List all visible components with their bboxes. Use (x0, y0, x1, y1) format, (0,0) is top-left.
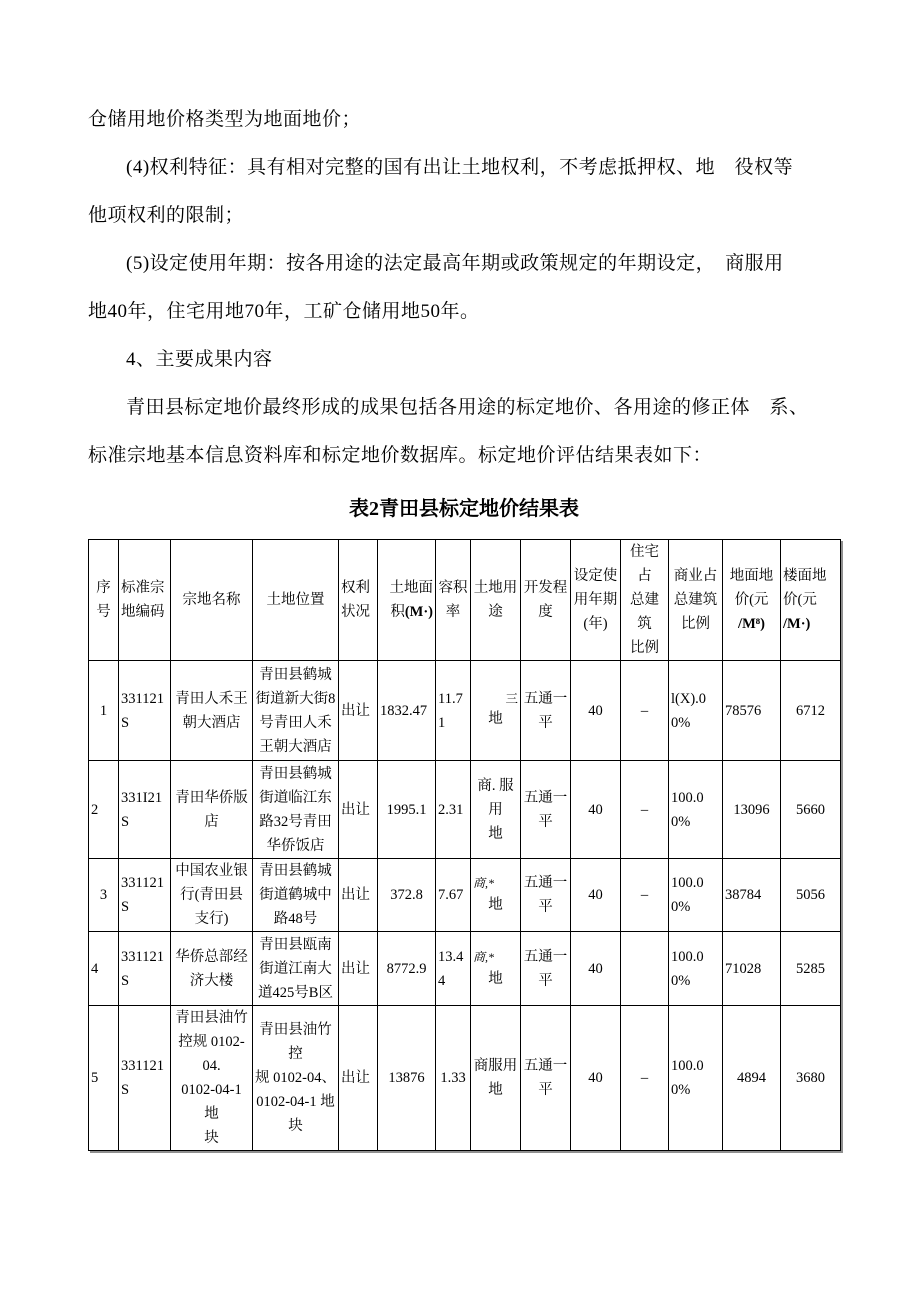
header-cell (436, 540, 471, 661)
table-cell: 40 (571, 761, 621, 859)
table-cell (471, 661, 521, 761)
cell-line: 率 (445, 604, 461, 620)
header-cell (723, 540, 781, 661)
cell-line: 序 (96, 580, 111, 596)
table-cell: 331I21S (119, 761, 171, 859)
cell-line: 青田县油竹控 (259, 1022, 332, 1062)
table-cell (471, 932, 521, 1006)
table-cell: 1.33 (436, 1006, 471, 1151)
table-cell: 100.00% (669, 859, 723, 932)
table-cell (621, 932, 669, 1006)
cell-line: 设定使 (573, 568, 618, 584)
table-cell: 5285 (781, 932, 841, 1006)
table-cell (253, 1006, 339, 1151)
table-cell: – (621, 761, 669, 859)
cell-line: 0102-04-1 地块 (256, 1094, 335, 1134)
cell-line: 控规 0102- (178, 1034, 245, 1050)
cell-line: 商,* (473, 876, 495, 890)
cell-line: 商服用 (473, 1058, 518, 1074)
table-cell: 372.8 (378, 859, 436, 932)
table-cell: 1832.47 (378, 661, 436, 761)
table-cell: 中国农业银行(青田县支行) (171, 859, 253, 932)
table-cell: 青田县鹤城街道临江东路32号青田华侨饭店 (253, 761, 339, 859)
cell-line: 块 (204, 1130, 219, 1146)
table-cell: 331121S (119, 1006, 171, 1151)
table-title: 表2青田县标定地价结果表 (349, 498, 579, 520)
table-row (89, 661, 841, 761)
table-cell: 78576 (723, 661, 781, 761)
cell-line: 商业占 (673, 568, 718, 584)
body-text (88, 96, 840, 480)
cell-text: 积 (390, 604, 405, 620)
cell-line: 楼面地 (783, 568, 827, 584)
cell-line: 规 0102-04、 (255, 1070, 336, 1086)
text-line: 标准宗地基本信息资料库和标定地价数据库。标定地价评估结果表如下： (88, 445, 713, 466)
table-cell: 五通一平 (521, 859, 571, 932)
table-cell: 5056 (781, 859, 841, 932)
table-cell (171, 1006, 253, 1151)
table-cell: 4894 (723, 1006, 781, 1151)
cell-line: 地 (488, 1082, 503, 1098)
table-cell: 青田人禾王朝大酒店 (171, 661, 253, 761)
cell-line: 地 (488, 710, 503, 727)
header-cell (571, 540, 621, 661)
table-cell: 2 (89, 761, 119, 859)
table-cell: 40 (571, 661, 621, 761)
table-cell: 五通一平 (521, 932, 571, 1006)
table-cell: 40 (571, 1006, 621, 1151)
cell-line: /M⁸) (738, 616, 765, 632)
table-cell: 青田华侨版店 (171, 761, 253, 859)
cell-line: 比例 (681, 616, 710, 632)
table-cell: 青田县瓯南街道江南大道425号B区 (253, 932, 339, 1006)
table-cell: 40 (571, 859, 621, 932)
cell-line: 地 (488, 825, 503, 842)
cell-line: 度 (538, 604, 553, 620)
header-cell (471, 540, 521, 661)
table-cell: 3680 (781, 1006, 841, 1151)
table-cell: 2.31 (436, 761, 471, 859)
cell-line: 总建筑 (673, 592, 718, 608)
table-cell: 出让 (339, 661, 378, 761)
table-cell: 8772.9 (378, 932, 436, 1006)
table-row (89, 761, 841, 859)
table-cell: 331121S (119, 932, 171, 1006)
header-cell (669, 540, 723, 661)
cell-line: 商,* (473, 949, 495, 964)
cell-line: (年) (583, 616, 608, 632)
cell-line: 宗地名称 (182, 592, 241, 608)
header-cell (781, 540, 841, 661)
table-cell: 100.00% (669, 1006, 723, 1151)
cell-line: 04. (202, 1058, 221, 1074)
table-cell: 出让 (339, 932, 378, 1006)
cell-line: 容积 (438, 580, 468, 596)
cell-line: 号 (96, 604, 111, 620)
header-cell (119, 540, 171, 661)
table-cell: 1 (89, 661, 119, 761)
table-cell: – (621, 1006, 669, 1151)
table-cell: 13.44 (436, 932, 471, 1006)
text-line: 地40年，住宅用地70年，工矿仓储用地50年。 (88, 301, 480, 322)
text-line: (5)设定使用年期：按各用途的法定最高年期或政策规定的年期设定， 商服用 (126, 253, 784, 274)
table-cell: 出让 (339, 1006, 378, 1151)
cell-line (380, 600, 433, 624)
header-cell (378, 540, 436, 661)
cell-line: 开发程 (523, 580, 568, 596)
cell-line: 地编码 (121, 604, 165, 620)
cell-line: 比例 (630, 640, 659, 656)
table-cell: 1995.1 (378, 761, 436, 859)
table-cell: 出让 (339, 859, 378, 932)
table-cell: 4 (89, 932, 119, 1006)
cell-line: 权利 (341, 580, 370, 596)
table-cell: 331121S (119, 661, 171, 761)
table-cell (471, 859, 521, 932)
cell-line: 价(元 (783, 592, 817, 608)
table-cell: – (621, 859, 669, 932)
cell-line: 总建筑 (630, 592, 659, 632)
header-cell (521, 540, 571, 661)
cell-line: /M·) (783, 616, 811, 632)
table-row (89, 932, 841, 1006)
table-cell: 出让 (339, 761, 378, 859)
table-row (89, 859, 841, 932)
header-cell (621, 540, 669, 661)
table-cell: 331121S (119, 859, 171, 932)
table-cell: 7.67 (436, 859, 471, 932)
cell-line: 地 (488, 897, 503, 913)
text-line: 4、主要成果内容 (126, 349, 273, 370)
table-cell (471, 761, 521, 859)
table-cell: 五通一平 (521, 661, 571, 761)
cell-line: 商. 服用 (477, 777, 514, 818)
text-line: 仓储用地价格类型为地面地价； (88, 109, 362, 130)
cell-line: 土地面 (389, 580, 433, 596)
table-row (89, 1006, 841, 1151)
table-cell: 3 (89, 859, 119, 932)
cell-line: 0102-04-1 地 (181, 1082, 242, 1122)
header-row (89, 540, 841, 661)
table-cell (471, 1006, 521, 1151)
table-cell: 13876 (378, 1006, 436, 1151)
text-line: 他项权利的限制； (88, 205, 245, 226)
table-cell: 11.71 (436, 661, 471, 761)
cell-line: 标准宗 (121, 580, 165, 596)
cell-line: 状况 (341, 604, 370, 620)
header-cell (253, 540, 339, 661)
cell-line: 土地位置 (266, 592, 325, 608)
header-cell (89, 540, 119, 661)
table-cell: 5660 (781, 761, 841, 859)
table-body (89, 661, 841, 1151)
cell-line: 用年期 (573, 592, 618, 608)
header-cell (339, 540, 378, 661)
text-line: (4)权利特征：具有相对完整的国有出让土地权利，不考虑抵押权、地 役权等 (126, 157, 794, 178)
cell-line: 住宅占 (630, 544, 659, 584)
cell-line: 三 (505, 691, 518, 706)
header-cell (171, 540, 253, 661)
land-price-result-table (88, 539, 841, 1151)
table-cell: 13096 (723, 761, 781, 859)
text-line: 青田县标定地价最终形成的成果包括各用途的标定地价、各用途的修正体 系、 (126, 397, 809, 418)
table-cell: 100.00% (669, 761, 723, 859)
table-cell: 100.00% (669, 932, 723, 1006)
cell-line: 青田县油竹 (175, 1010, 248, 1026)
cell-line: 地 (488, 970, 503, 987)
cell-line: 价(元 (734, 592, 769, 608)
table-cell: 40 (571, 932, 621, 1006)
table-cell: 五通一平 (521, 761, 571, 859)
table-cell: 5 (89, 1006, 119, 1151)
table-header (89, 540, 841, 661)
cell-line: 地面地 (729, 568, 774, 584)
cell-line: 途 (488, 604, 503, 620)
table-cell: 38784 (723, 859, 781, 932)
table-cell: 6712 (781, 661, 841, 761)
table-cell: 五通一平 (521, 1006, 571, 1151)
table-cell: 青田县鹤城街道新大街8号青田人禾王朝大酒店 (253, 661, 339, 761)
table-cell: 青田县鹤城街道鹤城中路48号 (253, 859, 339, 932)
cell-line: 土地用 (473, 580, 518, 596)
cell-text: (M·) (404, 604, 433, 620)
table-cell: l(X).00% (669, 661, 723, 761)
table-cell: 71028 (723, 932, 781, 1006)
table-cell: – (621, 661, 669, 761)
table-cell: 华侨总部经济大楼 (171, 932, 253, 1006)
